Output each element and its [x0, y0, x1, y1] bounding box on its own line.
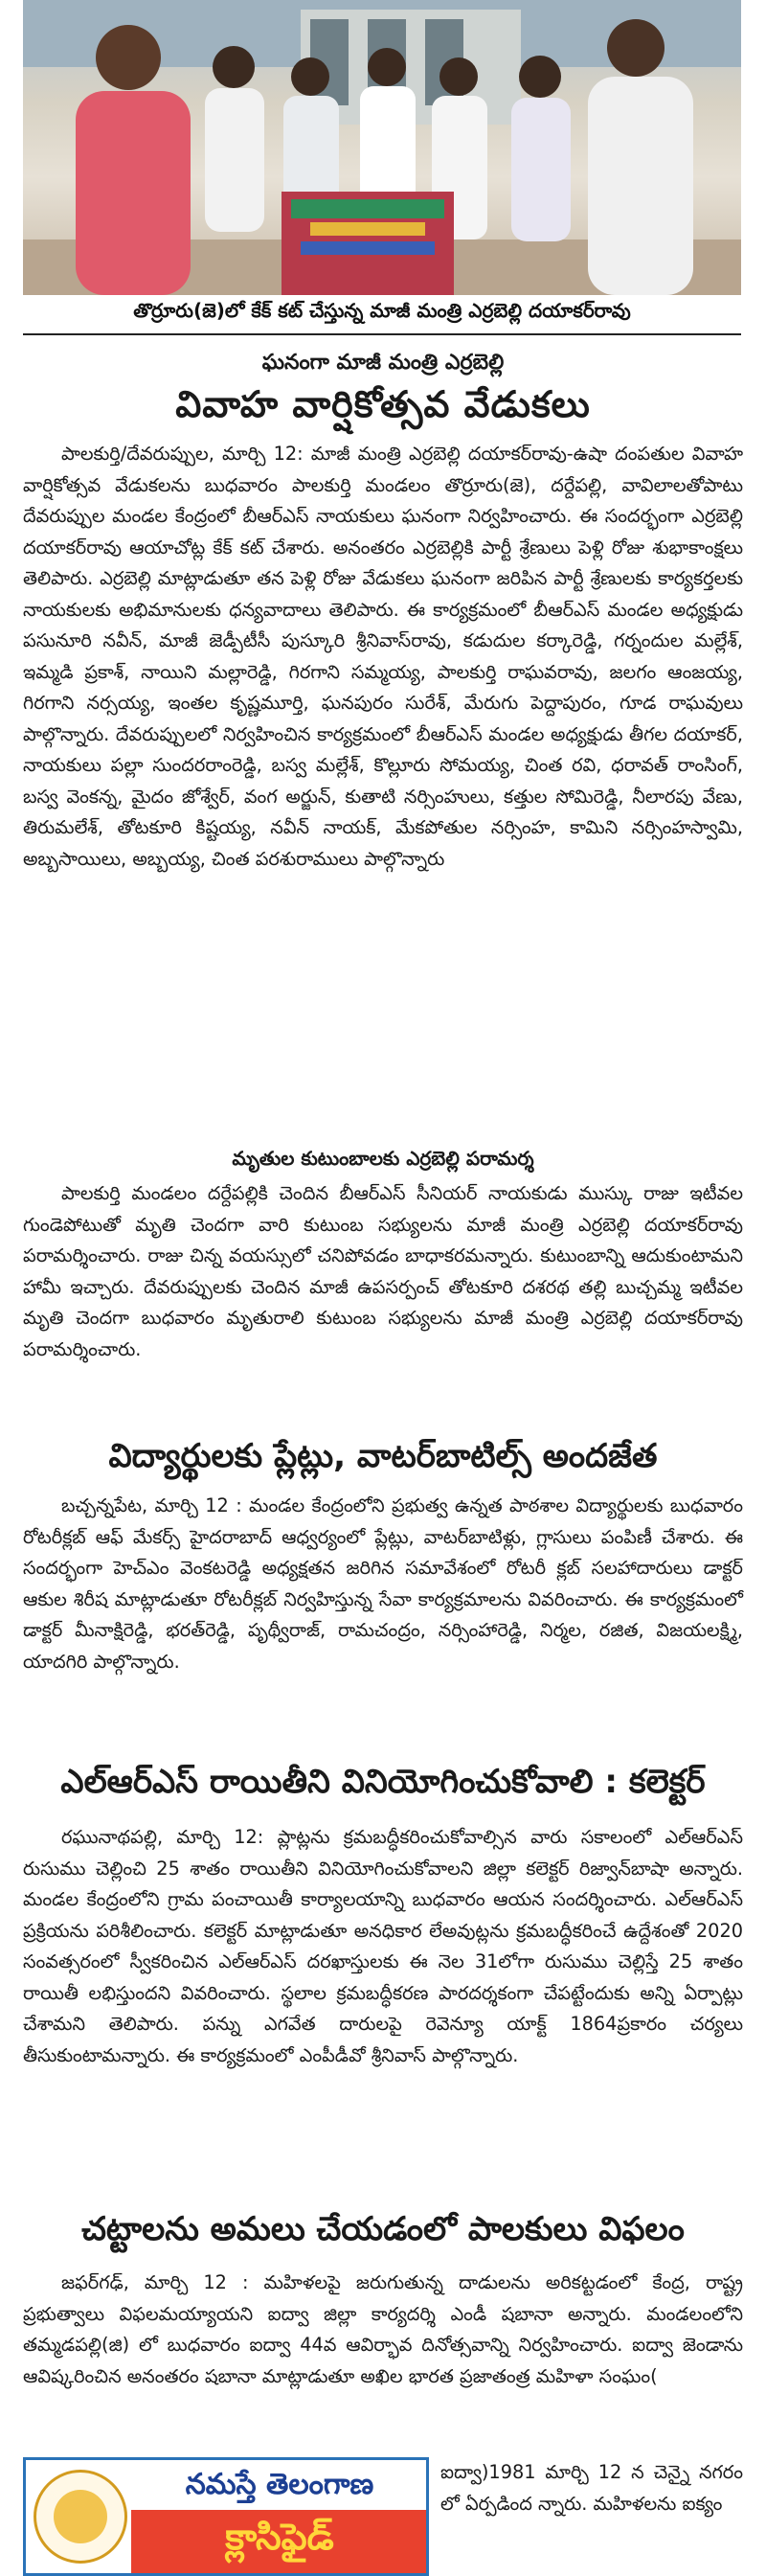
story4-body: రఘునాథపల్లి, మార్చి 12: ప్లాట్లను క్రమబద్ధీకరించుకోవాల్సిన వారు సకాలంలో ఎల్‌ఆర్‌ఎస్ రుసుము చెల్లించి 25 శాతం రాయితీని వినియోగించుకోవాలని జిల్లా కలెక్టర్ రిజ్వాన్‌బాషా అన్నారు. మండల కేంద్రంలోని గ్రామ పంచాయితీ కార్యాలయాన్ని బుధవారం ఆయన సందర్శించారు. ఎల్‌ఆర్‌ఎస్ ప్రక్రియను పరిశీలించారు. కలెక్టర్ మాట్లాడుతూ అనధికార లేఅవుట్లను క్రమబద్ధీకరించే ఉద్దేశంతో 2020 సంవత్సరంలో స్వీకరించిన ఎల్‌ఆర్‌ఎస్ దరఖాస్తులకు ఈ నెల 31లోగా రుసుము చెల్లిస్తే 25 శాతం రాయితీ లభిస్తుందని వివరించారు. స్థలాల క్రమబద్ధీకరణ పారదర్శకంగా చేపట్టేందుకు అన్ని ఏర్పాట్లు చేశామని తెలిపారు. పన్ను ఎగవేత దారులపై రెవెన్యూ యాక్ట్ 1864ప్రకారం చర్యలు తీసుకుంటామన్నారు. ఈ కార్యక్రమంలో ఎంపీడీవో శ్రీనివాస్ పాల్గొన్నారు.: [23, 1826, 743, 2066]
story2-body: పాలకుర్తి మండలం దర్దేపల్లికి చెందిన బీఆర్‌ఎస్ సీనియర్ నాయకుడు ముస్కు రాజు ఇటీవల గుండెపోటుతో మృతి చెందగా వారి కుటుంబ సభ్యులను మాజీ మంత్రి ఎర్రబెల్లి దయాకర్‌రావు పరామర్శించారు. రాజు చిన్న వయస్సులో చనిపోవడం బాధాకరమన్నారు. కుటుంబాన్ని ఆదుకుంటామని హామీ ఇచ్చారు. దేవరుప్పులకు చెందిన మాజీ ఉపసర్పంచ్ తోటకూరి దశరథ తల్లి బుచ్చమ్మ ఇటీవల మృతి చెందగా బుధవారం మృతురాలి కుటుంబ సభ్యులను మాజీ మంత్రి ఎర్రబెల్లి దయాకర్‌రావు పరామర్శించారు.: [23, 1182, 743, 1360]
story3-body: బచ్చన్నపేట, మార్చి 12 : మండల కేంద్రంలోని ప్రభుత్వ ఉన్నత పాఠశాల విద్యార్థులకు బుధవారం రోటరీక్లబ్ ఆఫ్ మేకర్స్ హైదరాబాద్ ఆధ్వర్యంలో ప్లేట్లు, వాటర్‌బాటిళ్లు, గ్లాసులు పంపిణీ చేశారు. ఈ సందర్భంగా హెచ్‌ఎం వెంకటరెడ్డి అధ్యక్షతన జరిగిన సమావేశంలో రోటరీ క్లబ్ సలహాదారులు డాక్టర్ ఆకుల శిరీష మాట్లాడుతూ రోటరీక్లబ్ నిర్వహిస్తున్న సేవా కార్యక్రమాలను వివరించారు. ఈ కార్యక్రమంలో డాక్టర్ మీనాక్షిరెడ్డి, భరత్‌రెడ్డి, పృథ్వీరాజ్, రామచంద్రం, నర్సింహారెడ్డి, నిర్మల, రజిత, విజయలక్ష్మి, యాదగిరి పాల్గొన్నారు.: [23, 1494, 743, 1673]
story5-body: జఫర్‌గఢ్, మార్చి 12 : మహిళలపై జరుగుతున్న దాడులను అరికట్టడంలో కేంద్ర, రాష్ట్ర ప్రభుత్వాలు విఫలమయ్యాయని ఐద్వా జిల్లా కార్యదర్శి ఎండీ షబానా అన్నారు. మండలంలోని తమ్మడపల్లి(జి) లో బుధవారం ఐద్వా 44వ ఆవిర్భావ దినోత్సవాన్ని నిర్వహించారు. ఐద్వా జెండాను ఆవిష్కరించిన అనంతరం షబానా మాట్లాడుతూ అఖిల భారత ప్రజాతంత్ర మహిళా సంఘం(: [23, 2271, 743, 2387]
story3-headline: విద్యార్థులకు ప్లేట్లు, వాటర్‌బాటిల్స్ అందజేత: [108, 1437, 658, 1475]
story5-tail: ఐద్వా)1981 మార్చి 12 న చెన్నై నగరం లో ఏర్పడింద న్నారు. మహిళలను ఐక్యం: [440, 2461, 743, 2515]
namasthe-telangana-seal: [34, 2470, 127, 2564]
ad-word: క్లాసిఫైడ్: [225, 2516, 334, 2558]
story1-headline: వివాహ వార్షికోత్సవ వేడుకలు: [175, 383, 591, 425]
story1-body: పాలకుర్తి/దేవరుప్పుల, మార్చి 12: మాజీ మంత్రి ఎర్రబెల్లి దయాకర్‌రావు-ఉషా దంపతుల వివాహ వార్షికోత్సవ వేడుకలను బుధవారం పాలకుర్తి మండలం తొర్రూరు(జె), దర్దేపల్లి, వావిలాలతోపాటు దేవరుప్పుల మండల కేంద్రంలో బీఆర్‌ఎస్ నాయకులు ఘనంగా నిర్వహించారు. ఈ సందర్భంగా ఎర్రబెల్లి దయాకర్‌రావు ఆయాచోట్ల కేక్ కట్ చేశారు. అనంతరం ఎర్రబెల్లికి పార్టీ శ్రేణులు పెళ్లి రోజు శుభాకాంక్షలు తెలిపారు. ఎర్రబెల్లి మాట్లాడుతూ తన పెళ్లి రోజు వేడుకలు ఘనంగా జరిపిన పార్టీ శ్రేణులకు కార్యకర్తలకు నాయకులకు అభిమానులకు ధన్యవాదాలు తెలిపారు. ఈ కార్యక్రమంలో బీఆర్‌ఎస్ మండల అధ్యక్షుడు పసునూరి నవీన్, మాజీ జెడ్పీటీసీ పుస్కూరి శ్రీనివాస్‌రావు, కడుదుల కర్కారెడ్డి, గర్నందుల మల్లేశ్, ఇమ్మడి ప్రకాశ్, నాయిని మల్లారెడ్డి, గిరగాని సమ్మయ్య, పాలకుర్తి రాఘవరావు, జలగం ఆంజయ్య, గిరగాని నర్సయ్య, ఇంతల కృష్ణమూర్తి, ఘనపురం సురేశ్, మేరుగు పెద్దాపురం, గూడ రాఘవులు పాల్గొన్నారు. దేవరుప్పులలో నిర్వహించిన కార్యక్రమంలో బీఆర్‌ఎస్ మండల అధ్యక్షుడు తీగల దయాకర్, నాయకులు పల్లా సుందరరాంరెడ్డి, బస్వ మల్లేశ్, కొల్లూరు సోమయ్య, చింత రవి, ధరావత్ రాంసింగ్, బస్వ వెంకన్న, మైదం జోశ్వేర్, వంగ అర్జున్, కుతాటి నర్సింహులు, కత్తుల సోమిరెడ్డి, నీలారపు వేణు, తిరుమలేశ్, తోటకూరి కిష్టయ్య, నవీన్ నాయక్, మేకపోతుల నర్సింహ, కామిని నర్సింహస్వామి, అబ్బసాయిలు, అబ్బయ్య, చింత పరశురాములు పాల్గొన్నారు: [23, 443, 743, 870]
classified-ad: [23, 2457, 429, 2576]
ad-brand: నమస్తే తెలంగాణ: [185, 2468, 374, 2501]
caption-rule: [23, 333, 741, 335]
story4-headline: ఎల్‌ఆర్‌ఎస్ రాయితీని వినియోగించుకోవాలి : కలెక్టర్: [60, 1763, 706, 1801]
photo-caption: తొర్రూరు(జె)లో కేక్ కట్ చేస్తున్న మాజీ మంత్రి ఎర్రబెల్లి దయాకర్‌రావు: [133, 299, 631, 322]
news-photo: [23, 0, 741, 295]
story2-headline: మృతుల కుటుంబాలకు ఎర్రబెల్లి పరామర్శ: [232, 1147, 534, 1170]
story1-kicker: ఘనంగా మాజీ మంత్రి ఎర్రబెల్లి: [261, 351, 505, 375]
story5-headline: చట్టాలను అమలు చేయడంలో పాలకులు విఫలం: [81, 2210, 685, 2248]
